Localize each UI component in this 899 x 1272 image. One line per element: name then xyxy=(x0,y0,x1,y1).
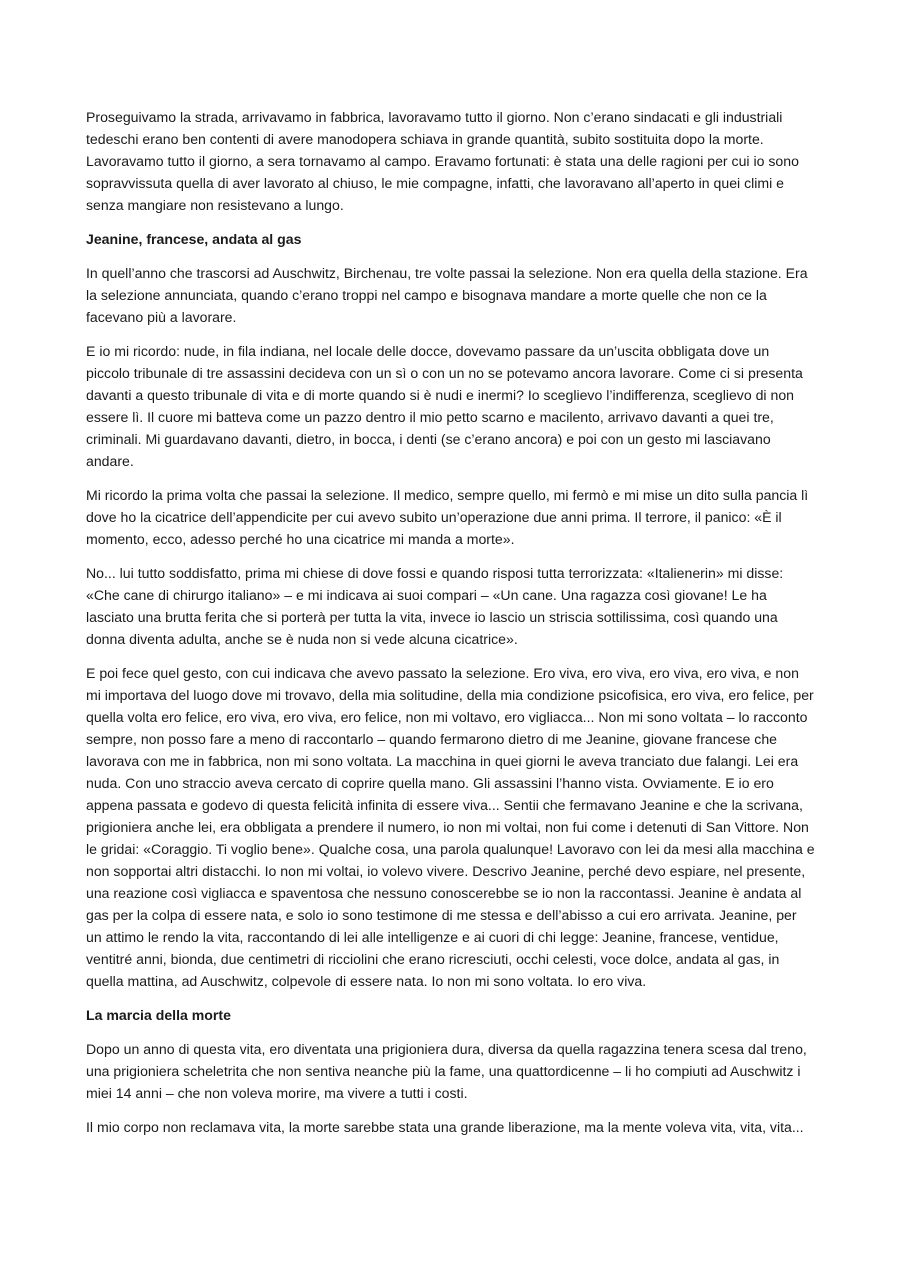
paragraph: E io mi ricordo: nude, in fila indiana, nel locale delle docce, dovevamo passare da un’uscita obbligata dove un piccolo tribunale di tre assassini decideva con un sì o con un no se potevamo ancora lavorare. Come ci si presenta davanti a questo tribunale di vita e di morte quando si è nudi e inermi? Io sceglievo l’indifferenza, sceglievo di non essere lì. Il cuore mi batteva come un pazzo dentro il mio petto scarno e macilento, arrivavo davanti a quei tre, criminali. Mi guardavano davanti, dietro, in bocca, i denti (se c’erano ancora) e poi con un gesto mi lasciavano andare. xyxy=(86,343,803,469)
paragraph: Dopo un anno di questa vita, ero diventata una prigioniera dura, diversa da quella ragazzina tenera scesa dal treno, una prigioniera scheletrita che non sentiva neanche più la fame, una quattordicenne – li ho compiuti ad Auschwitz i miei 14 anni – che non voleva morire, ma vivere a tutti i costi. xyxy=(86,1041,807,1101)
section-heading: La marcia della morte xyxy=(86,1007,231,1023)
paragraph: In quell’anno che trascorsi ad Auschwitz, Birchenau, tre volte passai la selezione. Non era quella della stazione. Era la selezione annunciata, quando c’erano troppi nel campo e bisognava mandare a morte quelle che non ce la facevano più a lavorare. xyxy=(86,265,808,325)
document-page xyxy=(86,106,816,1150)
paragraph: Il mio corpo non reclamava vita, la morte sarebbe stata una grande liberazione, ma la mente voleva vita, vita, vita... xyxy=(86,1119,804,1135)
paragraph: Mi ricordo la prima volta che passai la selezione. Il medico, sempre quello, mi fermò e mi mise un dito sulla pancia lì dove ho la cicatrice dell’appendicite per cui avevo subito un’operazione due anni prima. Il terrore, il panico: «È il momento, ecco, adesso perché ho una cicatrice mi manda a morte». xyxy=(86,487,809,547)
paragraph: E poi fece quel gesto, con cui indicava che avevo passato la selezione. Ero viva, ero viva, ero viva, ero viva, e non mi importava del luogo dove mi trovavo, della mia solitudine, della mia condizione psicofisica, ero viva, ero felice, per quella volta ero felice, ero viva, ero viva, ero felice, non mi voltavo, ero vigliacca... Non mi sono voltata – lo racconto sempre, non posso fare a meno di raccontarlo – quando fermarono dietro di me Jeanine, giovane francese che lavorava con me in fabbrica, non mi sono voltata. La macchina in quei giorni le aveva tranciato due falangi. Lei era nuda. Con uno straccio aveva cercato di coprire quella mano. Gli assassini l’hanno vista. Ovviamente. E io ero appena passata e godevo di questa felicità infinita di essere viva... Sentii che fermavano Jeanine e che la scrivana, prigioniera anche lei, era obbligata a prendere il numero, io non mi voltai, non fui come i detenuti di San Vittore. Non le gridai: «Coraggio. Ti voglio bene». Qualche cosa, una parola qualunque! Lavoravo con lei da mesi alla macchina e non sopportai altri distacchi. Io non mi voltai, io volevo vivere. Descrivo Jeanine, perché devo espiare, nel presente, una reazione così vigliacca e spaventosa che nessuno conoscerebbe se io non la raccontassi. Jeanine è andata al gas per la colpa di essere nata, e solo io sono testimone di me stessa e dell’abisso a cui ero arrivata. Jeanine, per un attimo le rendo la vita, raccontando di lei alle intelligenze e ai cuori di chi legge: Jeanine, francese, ventidue, ventitré anni, bionda, due centimetri di ricciolini che erano ricresciuti, occhi celesti, voce dolce, andata al gas, in quella mattina, ad Auschwitz, colpevole di essere nata. Io non mi sono voltata. Io ero viva. xyxy=(86,665,815,989)
paragraph: No... lui tutto soddisfatto, prima mi chiese di dove fossi e quando risposi tutta terrorizzata: «Italienerin» mi disse: «Che cane di chirurgo italiano» – e mi indicava ai suoi compari – «Un cane. Una ragazza così giovane! Le ha lasciato una brutta ferita che si porterà per tutta la vita, invece io lascio un striscia sottilissima, così quando una donna diventa adulta, anche se è nuda non si vede alcuna cicatrice». xyxy=(86,565,784,647)
section-heading: Jeanine, francese, andata al gas xyxy=(86,231,302,247)
paragraph: Proseguivamo la strada, arrivavamo in fabbrica, lavoravamo tutto il giorno. Non c’erano sindacati e gli industriali tedeschi erano ben contenti di avere manodopera schiava in grande quantità, subito sostituita dopo la morte. Lavoravamo tutto il giorno, a sera tornavamo al campo. Eravamo fortunati: è stata una delle ragioni per cui io sono sopravvissuta quella di aver lavorato al chiuso, le mie compagne, infatti, che lavoravano all’aperto in quei climi e senza mangiare non resistevano a lungo. xyxy=(86,109,799,213)
